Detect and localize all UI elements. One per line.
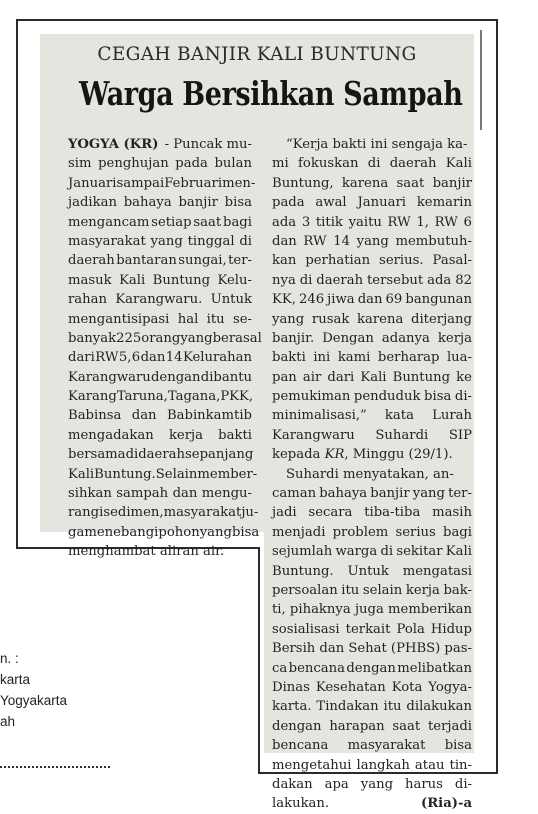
text-line: banyak 225 orang yang berasal xyxy=(68,330,262,346)
last-text-line: lakukan. xyxy=(272,796,330,812)
text-line: KK, 246 jiwa dan 69 bangunan xyxy=(272,292,472,308)
text-line: sosialisasi terkait Pola Hidup xyxy=(272,621,472,637)
article-headline: Warga Bersihkan Sampah xyxy=(79,74,463,113)
text-line: dari RW 5, 6 dan 14 Kelurahan xyxy=(68,350,252,366)
text-line xyxy=(272,794,472,813)
left-page-fragment xyxy=(0,648,67,732)
article-column-left xyxy=(68,135,262,562)
text-line: pada awal Januari kemarin xyxy=(272,195,472,211)
text-line: persoalan itu selain kerja bak- xyxy=(272,582,472,598)
text-line: Suhardi menyatakan, an- xyxy=(286,466,454,482)
text-line: rangi sedimen, masyarakat ju- xyxy=(68,505,259,521)
text-line: ada 3 titik yaitu RW 1, RW 6 xyxy=(272,214,472,230)
text-line: ca bencana dengan melibatkan xyxy=(272,660,472,676)
text-line: sejumlah warga di sekitar Kali xyxy=(272,544,472,560)
text-line: Karang Taruna, Tagana, PKK, xyxy=(68,389,254,405)
text-line: pemukiman penduduk bisa di- xyxy=(272,389,472,405)
text-line: mi fokuskan di daerah Kali xyxy=(272,156,472,172)
text-line: Karangwaru dengan dibantu xyxy=(68,369,252,385)
text-line: rahan Karangwaru. Untuk xyxy=(68,292,252,308)
fragment-line: karta xyxy=(0,672,31,687)
text-line: dakan apa yang harus di- xyxy=(272,776,472,792)
text-line: minimalisasi,” kata Lurah xyxy=(272,408,472,424)
text-line: sim penghujan pada bulan xyxy=(68,156,252,172)
text-line: kan perhatian serius. Pasal- xyxy=(272,253,472,269)
fragment-line: n. : xyxy=(0,651,19,666)
text-line: bersama di daerah sepanjang xyxy=(68,447,254,463)
text-line: Dinas Kesehatan Kota Yogya- xyxy=(272,679,472,695)
text-line: sihkan sampah dan mengu- xyxy=(68,486,252,502)
text-line: karta. Tindakan itu dilakukan xyxy=(272,699,472,715)
frame-left-line xyxy=(16,19,18,549)
text-line: YOGYA (KR) - Puncak mu- xyxy=(68,135,252,154)
dateline: YOGYA (KR) xyxy=(68,137,159,152)
byline: (Ria)-a xyxy=(420,796,472,812)
text-line: ga menebangi pohon yang bisa xyxy=(68,524,260,540)
text-line: banjir. Dengan adanya kerja xyxy=(272,330,472,346)
text-line: menghambat aliran air. xyxy=(68,544,225,560)
text-line: dan RW 14 yang membutuh- xyxy=(272,233,472,249)
fragment-line: ah xyxy=(0,714,16,729)
text-line: Januari sampai Februari men- xyxy=(68,175,256,191)
text-line: jadi secara tiba-tiba masih xyxy=(272,505,472,521)
text-line: yang rusak karena diterjang xyxy=(272,311,472,327)
frame-inner-right-line xyxy=(480,30,482,130)
text-line: mengantisipasi hal itu se- xyxy=(68,311,252,327)
frame-step-line xyxy=(258,547,260,774)
text-line: dengan harapan saat terjadi xyxy=(272,718,472,734)
text-line: jadikan bahaya banjir bisa xyxy=(68,195,252,211)
text-line: pan air dari Kali Buntung ke xyxy=(272,369,472,385)
text-line: daerah bantaran sungai, ter- xyxy=(68,253,252,269)
text-line: Buntung, karena saat banjir xyxy=(272,175,472,191)
text-line: caman bahaya banjir yang ter- xyxy=(272,486,472,502)
text-line: Buntung. Untuk mengatasi xyxy=(272,563,472,579)
text-line: nya di daerah tersebut ada 82 xyxy=(272,272,472,288)
text-line: Karangwaru Suhardi SIP xyxy=(272,427,472,443)
dotted-rule xyxy=(0,766,110,768)
text-line: bencana masyarakat bisa xyxy=(272,738,472,754)
text-line: mengancam setiap saat bagi xyxy=(68,214,252,230)
text-line: mengetahui langkah atau tin- xyxy=(272,757,472,773)
frame-right-line xyxy=(496,19,498,774)
text-line: bakti ini kami berharap lua- xyxy=(272,350,472,366)
text-line: Bersih dan Sehat (PHBS) pas- xyxy=(272,641,472,657)
article-column-right xyxy=(272,135,472,814)
article-kicker: CEGAH BANJIR KALI BUNTUNG xyxy=(97,44,417,65)
text-line: masyarakat yang tinggal di xyxy=(68,233,252,249)
text-line: mengadakan kerja bakti xyxy=(68,427,252,443)
text-line: menjadi problem serius bagi xyxy=(272,524,472,540)
text-line: kepada KR, Minggu (29/1). xyxy=(272,447,453,463)
text-line: “Kerja bakti ini sengaja ka- xyxy=(286,137,468,152)
fragment-line: Yogyakarta xyxy=(0,693,68,708)
text-line: masuk Kali Buntung Kelu- xyxy=(68,272,252,288)
frame-top-line xyxy=(16,19,498,21)
text-line: ti, pihaknya juga memberikan xyxy=(272,602,472,618)
text-line: Babinsa dan Babinkamtib xyxy=(68,408,252,424)
text-line: Kali Buntung. Selain member- xyxy=(68,466,258,482)
